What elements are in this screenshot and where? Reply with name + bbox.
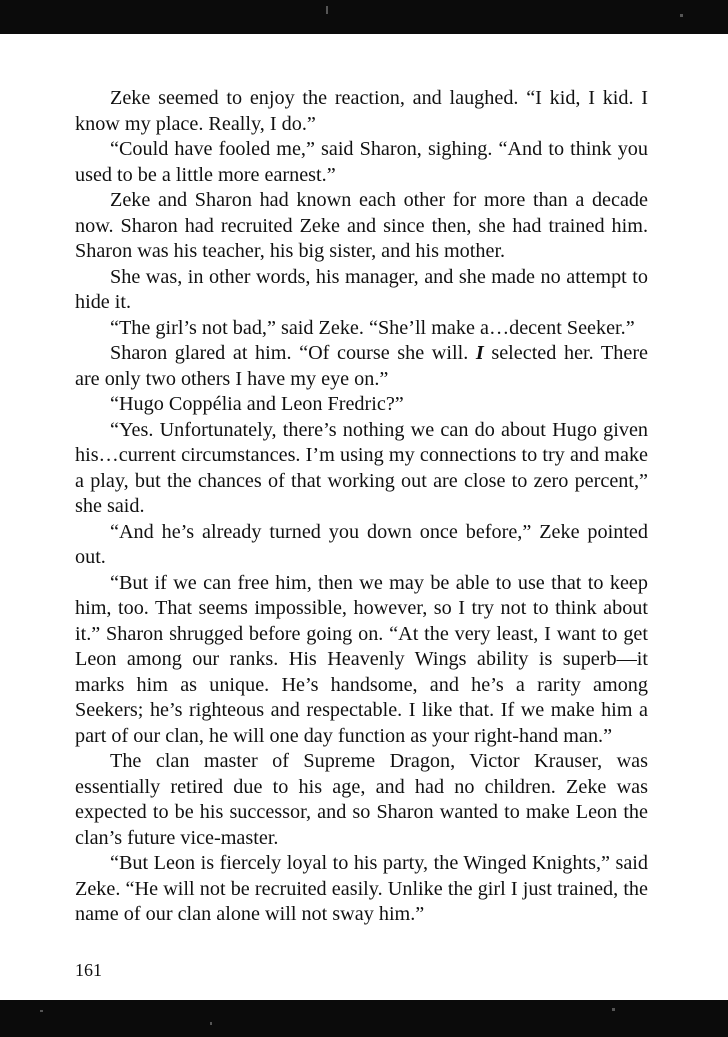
scan-speck: [40, 1010, 43, 1012]
scan-speck: [210, 1022, 212, 1025]
top-scan-border: [0, 0, 728, 34]
paragraph: “Yes. Unfortunately, there’s nothing we can do about Hugo given his…current circumstances. I’m using my connections to try and make a play, but the chances of that working out are close to zero percent,” she said.: [75, 418, 648, 517]
paragraph: “But if we can free him, then we may be able to use that to keep him, too. That seems impossible, however, so I try not to think about it.” Sharon shrugged before going on. “At the very least, I want to get Leon among our ranks. His Heavenly Wings ability is superb—it marks him as unique. He’s handsome, and he’s a rarity among Seekers; he’s righteous and respectable. I like that. If we make him a part of our clan, he will one day function as your right-hand man.”: [75, 571, 648, 747]
paragraph: “But Leon is fiercely loyal to his party, the Winged Knights,” said Zeke. “He will not be recruited easily. Unlike the girl I just trained, the name of our clan alone will not sway him.”: [75, 852, 648, 925]
paragraph: The clan master of Supreme Dragon, Victor Krauser, was essentially retired due to his age, and had no children. Zeke was expected to be his successor, and so Sharon wanted to make Leon the clan’s future vice-master.: [75, 750, 648, 849]
paragraph-text: selected her. There are only two others I have my eye on.”: [75, 342, 648, 390]
paragraph: “Could have fooled me,” said Sharon, sighing. “And to think you used to be a little more earnest.”: [75, 138, 648, 186]
bottom-scan-border: [0, 1000, 728, 1037]
paragraph-text: Sharon glared at him. “Of course she will.: [110, 342, 476, 364]
paragraph: Zeke and Sharon had known each other for more than a decade now. Sharon had recruited Zeke and since then, she had trained him. Sharon was his teacher, his big sister, and his mother.: [75, 189, 648, 262]
paragraph: “The girl’s not bad,” said Zeke. “She’ll make a…decent Seeker.”: [110, 316, 635, 339]
scan-speck: [326, 6, 328, 14]
paragraph: [75, 341, 648, 392]
page-number: 161: [75, 960, 102, 980]
scan-speck: [612, 1008, 615, 1011]
emphasized-word: I: [475, 342, 484, 364]
paragraph: “Hugo Coppélia and Leon Fredric?”: [110, 393, 404, 415]
paragraph: She was, in other words, his manager, and she made no attempt to hide it.: [75, 265, 648, 313]
paragraph: Zeke seemed to enjoy the reaction, and laughed. “I kid, I kid. I know my place. Really, I do.”: [75, 87, 648, 135]
scan-speck: [680, 14, 683, 17]
paragraph: “And he’s already turned you down once before,” Zeke pointed out.: [75, 520, 648, 568]
book-page-text: [75, 86, 648, 928]
